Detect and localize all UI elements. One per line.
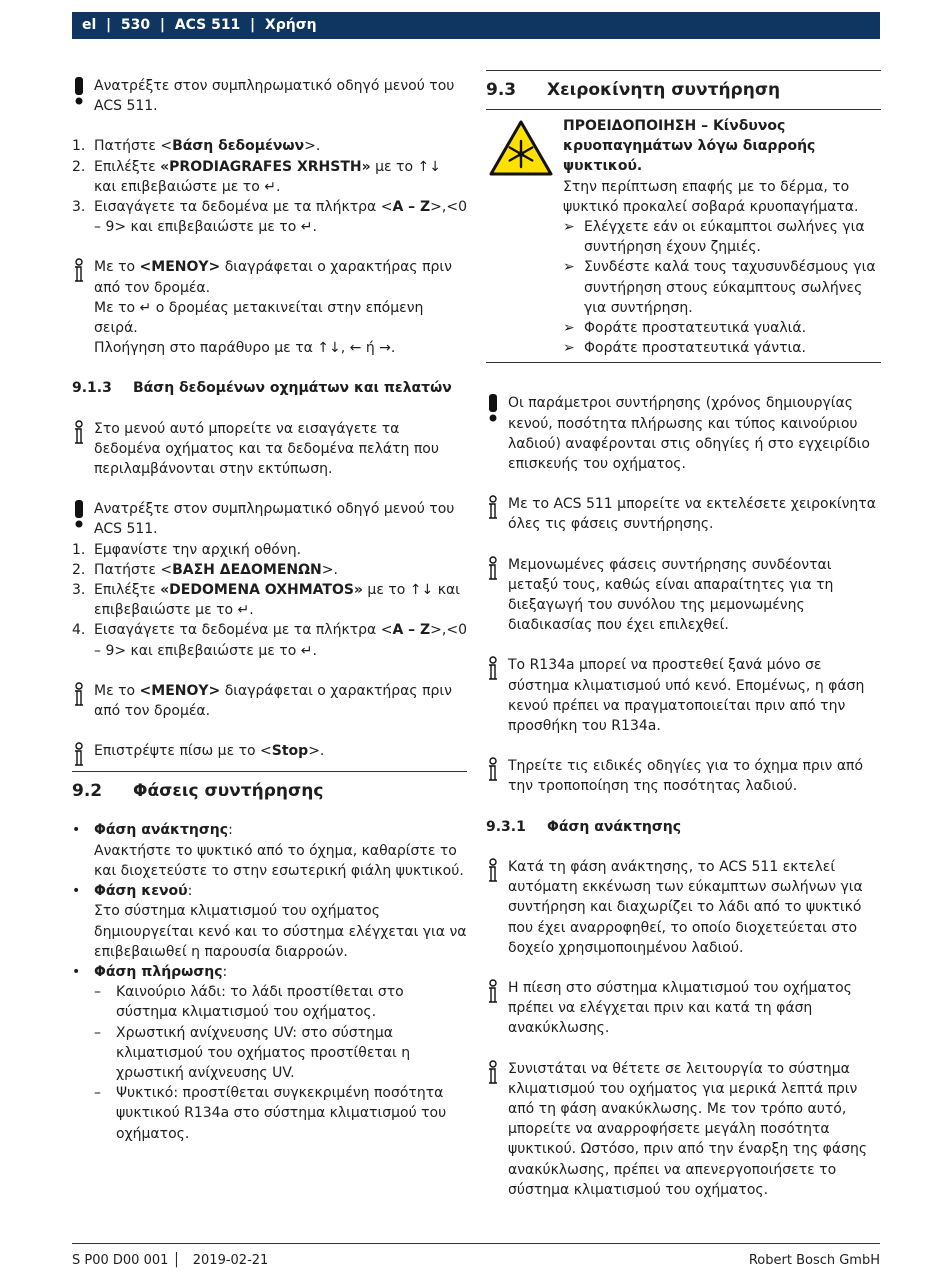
note-text: Με το ACS 511 μπορείτε να εκτελέσετε χειροκίνητα όλες τις φάσεις συντήρησης. xyxy=(508,496,876,533)
note-text: Συνιστάται να θέτετε σε λειτουργία το σύστημα κλιματισμού του οχήματος για μερικά λεπτά πριν από τη φάση ανακύκλωσης. Με τον τρόπο αυτό, μπορείτε να αναρροφήσετε μεγάλη ποσότητα ψυκτικού. Ωστόσο, πριν από την έναρξη της φάσης ανακύκλωσης, πρέπει να απενεργοποιήσετε το σύστημα κλιματισμού του οχήματος. xyxy=(508,1060,868,1198)
list-item: 3. Επιλέξτε «DEDOMENA OXHMATOS» με το ↑↓ και επιβεβαιώστε με το ↵. xyxy=(72,582,460,619)
list-item: ➢ Φοράτε προστατευτικά γάντια. xyxy=(563,340,806,357)
info-icon xyxy=(72,258,86,284)
info-icon xyxy=(486,656,500,682)
list-item: 3. Εισαγάγετε τα δεδομένα με τα πλήκτρα <A – Z>,<0 – 9> και επιβεβαιώστε με το ↵. xyxy=(72,199,467,236)
info-note xyxy=(486,756,881,796)
list-item: 2. Πατήστε <ΒΑΣΗ ΔΕΔΟΜΕΝΩΝ>. xyxy=(72,561,338,578)
note-text: Επιστρέψτε πίσω με το <Stop>. xyxy=(94,743,325,760)
note-text: Οι παράμετροι συντήρησης (χρόνος δημιουργίας κενού, ποσότητα πλήρωσης και τύπος καινούριου λαδιού) αναφέρονται στις οδηγίες ή στο εγχειρίδιο επισκευής του οχήματος. xyxy=(508,395,870,473)
info-note xyxy=(486,555,881,636)
caution-note xyxy=(72,76,467,116)
note-text: Με το <ΜΕΝΟΥ> διαγράφεται ο χαρακτήρας πριν από τον δρομέα. xyxy=(94,682,452,720)
info-note xyxy=(486,1059,881,1200)
info-note xyxy=(486,978,881,1039)
steps-list xyxy=(72,136,467,237)
caution-note xyxy=(486,393,881,474)
list-item: 2. Επιλέξτε «PRODIAGRAFES XRHSTH» με το ↑↓ και επιβεβαιώστε με το ↵. xyxy=(72,158,441,195)
list-item: 4. Εισαγάγετε τα δεδομένα με τα πλήκτρα <A – Z>,<0 – 9> και επιβεβαιώστε με το ↵. xyxy=(72,622,467,659)
info-icon xyxy=(486,757,500,783)
note-text: Ανατρέξτε στον συμπληρωματικό οδηγό μενού του ACS 511. xyxy=(94,78,455,115)
footer-left: S P00 D00 001 │ 2019-02-21 xyxy=(72,1253,269,1268)
left-column xyxy=(72,76,467,1144)
header-product: ACS 511 xyxy=(174,17,241,33)
info-icon xyxy=(486,495,500,521)
note-text: Το R134a μπορεί να προστεθεί ξανά μόνο σε σύστημα κλιματισμού υπό κενό. Επομένως, η φάση κενού πρέπει να πραγματοποιείται πριν από την προσθήκη του R134a. xyxy=(508,657,865,735)
info-icon xyxy=(72,742,86,768)
exclamation-icon xyxy=(486,394,500,422)
section-heading: 9.2 Φάσεις συντήρησης xyxy=(72,771,467,810)
note-text: Μεμονωμένες φάσεις συντήρησης συνδέονται μεταξύ τους, καθώς είναι απαραίτητες για τη διεξαγωγή του συνόλου της μεμονωμένης διαδικασίας που έχει επιλεχθεί. xyxy=(508,556,834,634)
exclamation-icon xyxy=(72,77,86,105)
list-item: ➢ Συνδέστε καλά τους ταχυσυνδέσμους για συντήρηση στους εύκαμπτους σωλήνες για συντήρηση. xyxy=(563,259,876,316)
note-text: Πλοήγηση στο παράθυρο με τα ↑↓, ← ή →. xyxy=(94,340,396,357)
info-note xyxy=(72,257,467,358)
section-heading: 9.1.3 Βάση δεδομένων οχημάτων και πελατών xyxy=(72,380,452,397)
info-note xyxy=(486,655,881,736)
phases-list xyxy=(72,820,467,1143)
header-page: 530 xyxy=(120,17,151,33)
caution-note xyxy=(72,499,467,539)
note-text: Με το ↵ ο δρομέας μετακινείται στην επόμενη σειρά. xyxy=(94,299,424,337)
list-item: – Χρωστική ανίχνευσης UV: στο σύστημα κλιματισμού του οχήματος προστίθεται η χρωστική ανίχνευσης UV. xyxy=(94,1024,411,1081)
freezing-hazard-icon xyxy=(488,119,554,177)
section-heading: 9.3 Χειροκίνητη συντήρηση xyxy=(486,70,881,109)
note-text: Η πίεση στο σύστημα κλιματισμού του οχήματος πρέπει να ελέγχεται πριν και κατά τη φάση ανακύκλωσης. xyxy=(508,979,852,1037)
warning-text: Στην περίπτωση επαφής με το δέρμα, το ψυκτικό προκαλεί σοβαρά κρυοπαγήματα. xyxy=(563,178,859,215)
list-item: • Φάση κενού: Στο σύστημα κλιματισμού του οχήματος δημιουργείται κενό και το σύστημα ελέγχεται για να επιβεβαιωθεί η παρουσία διαρροών. xyxy=(72,883,467,960)
info-icon xyxy=(486,979,500,1005)
list-item: • Φάση ανάκτησης: Ανακτήστε το ψυκτικό από το όχημα, καθαρίστε το και διοχετεύστε το στην εσωτερική φιάλη ψυκτικού. xyxy=(72,822,464,879)
note-text: Με το <ΜΕΝΟΥ> διαγράφεται ο χαρακτήρας πριν από τον δρομέα. xyxy=(94,259,452,296)
page-footer xyxy=(72,1243,880,1271)
list-item: 1. Πατήστε <Βάση δεδομένων>. xyxy=(72,138,321,155)
info-note xyxy=(72,741,467,761)
exclamation-icon xyxy=(72,500,86,528)
page-header: el | 530 | ACS 511 | Χρήση xyxy=(72,12,880,39)
info-note xyxy=(486,494,881,534)
list-item: – Καινούριο λάδι: το λάδι προστίθεται στο σύστημα κλιματισμού του οχήματος. xyxy=(94,984,404,1021)
note-text: Τηρείτε τις ειδικές οδηγίες για το όχημα πριν από την τροποποίηση της ποσότητας λαδιού. xyxy=(508,758,864,795)
warning-list xyxy=(563,217,881,358)
info-icon xyxy=(72,682,86,708)
info-icon xyxy=(486,1060,500,1086)
info-note xyxy=(72,419,467,480)
info-icon xyxy=(486,858,500,884)
note-text: Κατά τη φάση ανάκτησης, το ACS 511 εκτελεί αυτόματη εκκένωση των εύκαμπτων σωλήνων για συντήρηση και διαχωρίζει το λάδι από το ψυκτικό που έχει αναρροφηθεί, το οποίο διοχετεύεται στο δοχείο χρησιμοποιημένου λαδιού. xyxy=(508,858,863,956)
list-item: – Ψυκτικό: προστίθεται συγκεκριμένη ποσότητα ψυκτικού R134a στο σύστημα κλιματισμού του οχήματος. xyxy=(94,1085,447,1142)
footer-company: Robert Bosch GmbH xyxy=(748,1253,880,1268)
fill-sublist xyxy=(94,982,467,1144)
info-icon xyxy=(72,420,86,446)
note-text: Ανατρέξτε στον συμπληρωματικό οδηγό μενού του ACS 511. xyxy=(94,501,455,538)
warning-title: ΠΡΟΕΙΔΟΠΟΙΗΣΗ – Κίνδυνος κρυοπαγημάτων λόγω διαρροής ψυκτικού. xyxy=(563,118,816,175)
list-item: • Φάση πλήρωσης: – Καινούριο λάδι: το λάδι προστίθεται στο σύστημα κλιματισμού του οχήματος. – Χρωστική ανίχνευσης UV: στο σύστημα κλιματισμού του οχήματος προστίθεται η χρωστική ανίχνευσης UV. – Ψυκτικό: προστίθεται συγκεκριμένη ποσότητα ψυκτικού R134a στο σύστημα κλιματισμού του οχήματος. xyxy=(72,962,467,1144)
header-section: Χρήση xyxy=(264,17,317,33)
steps-list xyxy=(72,540,467,661)
info-note xyxy=(72,681,467,721)
note-text: Στο μενού αυτό μπορείτε να εισαγάγετε τα δεδομένα οχήματος και τα δεδομένα πελάτη που περιλαμβάνονται στην εκτύπωση. xyxy=(94,420,439,478)
right-column xyxy=(486,70,881,1200)
header-lang: el xyxy=(82,17,97,33)
list-item: ➢ Φοράτε προστατευτικά γυαλιά. xyxy=(563,320,807,337)
warning-box xyxy=(486,109,881,363)
section-heading: 9.3.1 Φάση ανάκτησης xyxy=(486,818,682,835)
list-item: ➢ Ελέγχετε εάν οι εύκαμπτοι σωλήνες για συντήρηση έχουν ζημιές. xyxy=(563,219,865,256)
info-icon xyxy=(486,556,500,582)
list-item: 1. Εμφανίστε την αρχική οθόνη. xyxy=(72,541,302,558)
info-note xyxy=(486,857,881,958)
